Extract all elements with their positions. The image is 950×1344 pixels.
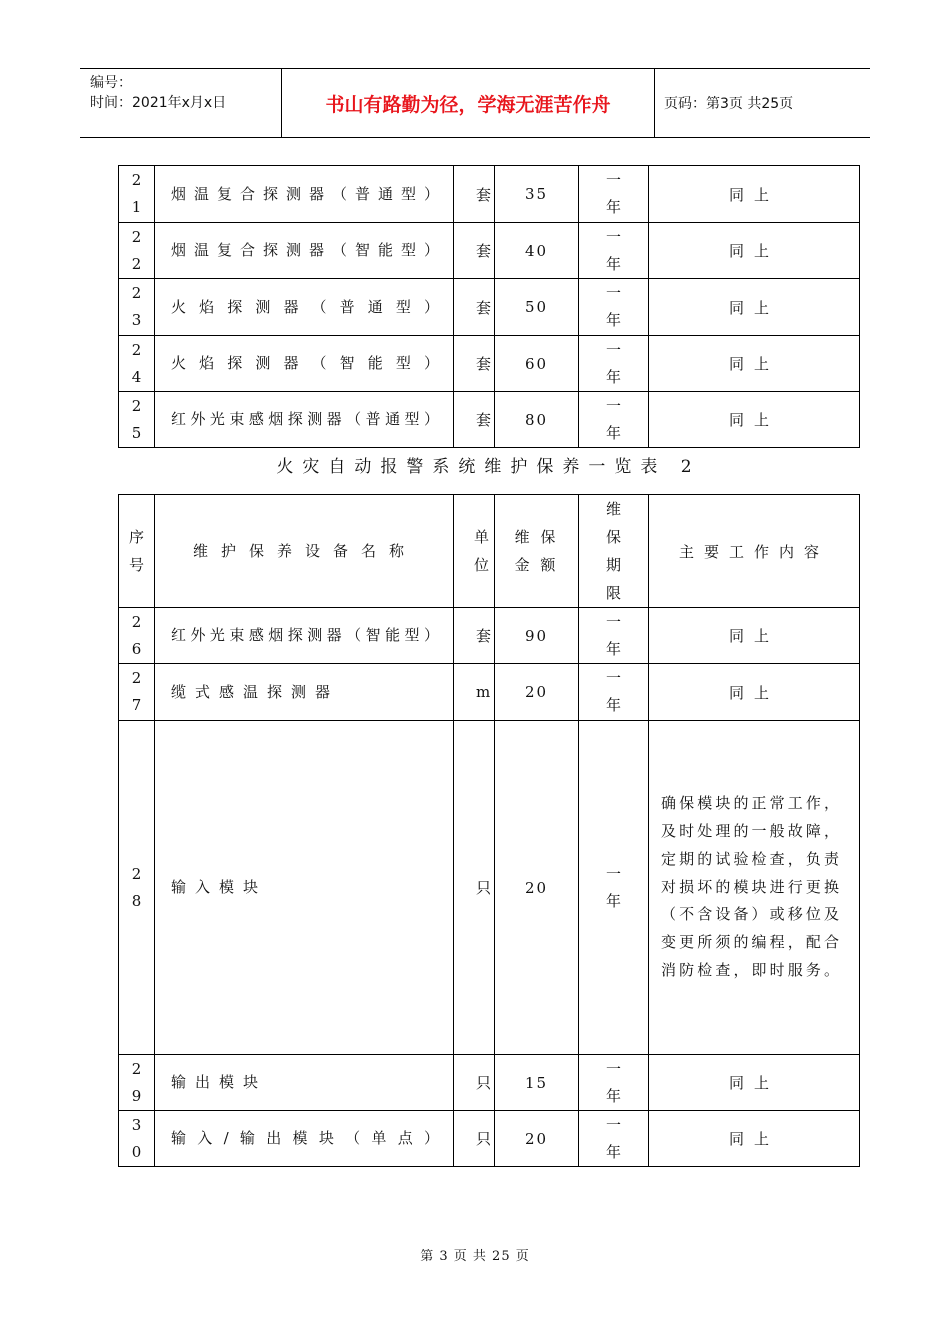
period-char: 年: [605, 696, 621, 714]
period-cell: [579, 721, 649, 1055]
amount-cell: 80: [495, 392, 579, 448]
amount-cell: 35: [495, 166, 579, 223]
row-number-digit: 2: [131, 396, 142, 415]
table-row: [119, 279, 860, 336]
period-char: 一: [605, 171, 621, 189]
header-no-line: 序: [128, 528, 144, 546]
row-number: [119, 664, 155, 721]
period-char: 一: [605, 1059, 621, 1078]
row-number-digit: 1: [131, 198, 142, 216]
row-number-digit: 2: [131, 1059, 142, 1078]
row-number: [119, 279, 155, 336]
row-number-digit: 2: [131, 340, 142, 359]
row-number-digit: 6: [131, 639, 142, 658]
period-cell: [579, 1055, 649, 1111]
equipment-name: 烟温复合探测器（智能型）: [155, 223, 454, 279]
period-cell: [579, 392, 649, 448]
table-row: [119, 608, 860, 664]
header-period-line: 限: [605, 584, 621, 602]
row-number-digit: 2: [131, 864, 142, 883]
row-number-digit: 7: [131, 696, 142, 714]
table-row: [119, 721, 860, 1055]
row-number: [119, 166, 155, 223]
header-period-line: 维: [605, 500, 621, 518]
period-char: 年: [605, 311, 621, 329]
header-amount: [495, 495, 579, 608]
page-number-label: 页码：第3页 共25页: [664, 96, 794, 112]
period-char: 年: [605, 1142, 621, 1161]
maintenance-table-2: [118, 494, 860, 1167]
period-char: 年: [605, 1086, 621, 1105]
unit-cell: 只: [454, 721, 495, 1055]
amount-cell: 90: [495, 608, 579, 664]
equipment-name: 烟温复合探测器（普通型）: [155, 166, 454, 223]
row-number-digit: 8: [131, 891, 142, 910]
unit-cell: 套: [454, 336, 495, 392]
row-number-digit: 2: [131, 612, 142, 631]
table-row: [119, 336, 860, 392]
amount-cell: 40: [495, 223, 579, 279]
header-amount-line: 维 保: [514, 528, 559, 546]
work-content: 同上: [649, 166, 860, 223]
header-unit-line: 位: [474, 556, 490, 574]
period-cell: [579, 279, 649, 336]
amount-cell: 20: [495, 664, 579, 721]
amount-cell: 15: [495, 1055, 579, 1111]
work-content: 确保模块的正常工作，及时处理的一般故障，定期的试验检查，负责对损坏的模块进行更换（不含设备）或移位及变更所须的编程，配合消防检查，即时服务。: [649, 721, 860, 1055]
page-header: [80, 68, 870, 138]
equipment-name: 火焰探测器（智能型）: [155, 336, 454, 392]
maintenance-table-1: [118, 165, 860, 448]
row-number-digit: 4: [131, 367, 142, 386]
equipment-name: 输入/输出模块（单点）: [155, 1111, 454, 1167]
period-char: 年: [605, 367, 621, 386]
equipment-name: 缆式感温探测器: [155, 664, 454, 721]
work-content: 同上: [649, 336, 860, 392]
row-number-digit: 2: [131, 227, 142, 246]
amount-cell: 50: [495, 279, 579, 336]
equipment-name: 红外光束感烟探测器（智能型）: [155, 608, 454, 664]
table-row: [119, 166, 860, 223]
period-char: 年: [605, 423, 621, 442]
unit-cell: 套: [454, 608, 495, 664]
period-cell: [579, 664, 649, 721]
period-char: 一: [605, 340, 621, 359]
header-meta: [90, 73, 226, 113]
header-divider: [654, 69, 655, 137]
table-row: [119, 223, 860, 279]
row-number-digit: 2: [131, 669, 142, 687]
table-2-title: 火灾自动报警系统维护保养一览表 2: [276, 457, 701, 477]
period-char: 年: [605, 198, 621, 216]
period-char: 一: [605, 669, 621, 687]
header-period-line: 期: [605, 556, 621, 574]
period-char: 年: [605, 891, 621, 910]
unit-cell: 只: [454, 1055, 495, 1111]
period-char: 年: [605, 254, 621, 273]
page-footer: 第 3 页 共 25 页: [420, 1249, 530, 1264]
row-number: [119, 336, 155, 392]
row-number-digit: 9: [131, 1086, 142, 1105]
header-period: [579, 495, 649, 608]
period-cell: [579, 166, 649, 223]
period-char: 一: [605, 396, 621, 415]
work-content: 同上: [649, 392, 860, 448]
row-number: [119, 608, 155, 664]
equipment-name: 输出模块: [155, 1055, 454, 1111]
table-row: [119, 1111, 860, 1167]
equipment-name: 火焰探测器（普通型）: [155, 279, 454, 336]
header-motto: 书山有路勤为径，学海无涯苦作舟: [325, 93, 611, 116]
period-char: 一: [605, 1115, 621, 1134]
unit-cell: 套: [454, 223, 495, 279]
row-number-digit: 2: [131, 284, 142, 302]
header-unit-line: 单: [474, 528, 490, 546]
header-no: [119, 495, 155, 608]
period-char: 年: [605, 639, 621, 658]
work-content: 同上: [649, 1111, 860, 1167]
table-header-row: [119, 495, 860, 608]
table-row: [119, 1055, 860, 1111]
row-number-digit: 3: [131, 1115, 142, 1134]
period-char: 一: [605, 284, 621, 302]
row-number: [119, 392, 155, 448]
unit-cell: 只: [454, 1111, 495, 1167]
amount-cell: 60: [495, 336, 579, 392]
row-number-digit: 5: [131, 423, 142, 442]
period-cell: [579, 1111, 649, 1167]
row-number-digit: 0: [131, 1142, 142, 1161]
unit-cell: 套: [454, 392, 495, 448]
work-content: 同上: [649, 223, 860, 279]
equipment-name: 红外光束感烟探测器（普通型）: [155, 392, 454, 448]
serial-label: 编号：: [90, 75, 132, 91]
amount-cell: 20: [495, 1111, 579, 1167]
unit-cell: m: [454, 664, 495, 721]
header-period-line: 保: [605, 528, 621, 546]
row-number-digit: 2: [131, 171, 142, 189]
table-row: [119, 664, 860, 721]
row-number: [119, 1055, 155, 1111]
row-number: [119, 1111, 155, 1167]
row-number: [119, 721, 155, 1055]
equipment-name: 输入模块: [155, 721, 454, 1055]
work-content: 同上: [649, 608, 860, 664]
unit-cell: 套: [454, 279, 495, 336]
period-cell: [579, 336, 649, 392]
header-amount-line: 金 额: [514, 556, 559, 574]
period-char: 一: [605, 864, 621, 883]
period-cell: [579, 608, 649, 664]
row-number-digit: 2: [131, 254, 142, 273]
unit-cell: 套: [454, 166, 495, 223]
header-unit: [454, 495, 495, 608]
row-number-digit: 3: [131, 311, 142, 329]
period-char: 一: [605, 227, 621, 246]
time-label: 时间：2021年x月x日: [90, 95, 227, 111]
header-no-line: 号: [128, 556, 144, 574]
period-cell: [579, 223, 649, 279]
work-content: 同上: [649, 1055, 860, 1111]
header-name: 维护保养设备名称: [155, 495, 454, 608]
amount-cell: 20: [495, 721, 579, 1055]
period-char: 一: [605, 612, 621, 631]
work-content: 同上: [649, 279, 860, 336]
row-number: [119, 223, 155, 279]
work-content: 同上: [649, 664, 860, 721]
table-row: [119, 392, 860, 448]
header-content: 主要工作内容: [649, 495, 860, 608]
